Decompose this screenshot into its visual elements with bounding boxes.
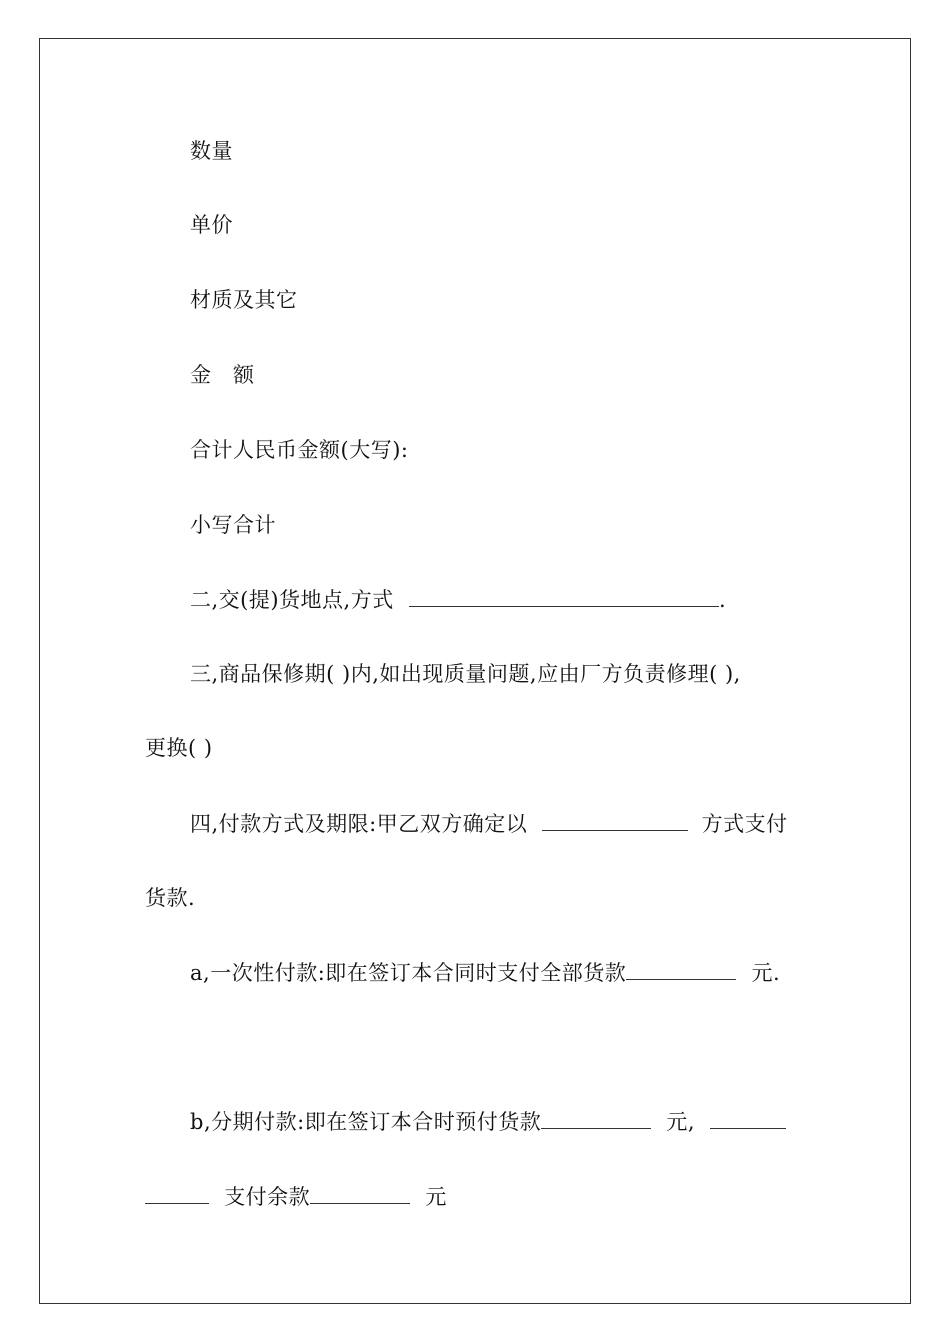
item-b-line-1 [190,1108,786,1136]
item-a-text: a,一次性付款:即在签订本合同时支付全部货款 [190,961,627,985]
clause-2-end: . [718,588,727,612]
item-b-line-2 [145,1183,447,1211]
label-quantity: 数量 [190,139,233,163]
clause-2-text: 二,交(提)货地点,方式 [190,588,394,612]
clause-2 [190,586,726,614]
delivery-blank[interactable] [409,588,719,607]
item-a-end: 元. [751,961,781,985]
item-a [190,959,780,987]
label-material: 材质及其它 [190,288,298,312]
balance-date-blank-cont[interactable] [145,1185,209,1204]
payment-method-blank[interactable] [542,812,688,831]
item-b-mid: 元, [666,1110,696,1134]
clause-4-text: 四,付款方式及期限:甲乙双方确定以 [190,812,528,836]
label-small-total: 小写合计 [190,513,276,537]
clause-4-line-1 [190,810,788,838]
label-unit-price: 单价 [190,213,233,237]
item-b-line-2-end: 元 [425,1185,447,1209]
clause-3-line-1: 三,商品保修期( )内,如出现质量问题,应由厂方负责修理( ), [190,662,741,686]
balance-date-blank[interactable] [710,1110,786,1129]
prepayment-blank[interactable] [541,1110,651,1129]
clause-4-line-2: 货款. [145,886,196,910]
item-b-line-2-text: 支付余款 [224,1185,311,1209]
label-total-rmb: 合计人民币金额(大写): [190,438,409,462]
balance-amount-blank[interactable] [310,1185,410,1204]
clause-3-line-2: 更换( ) [145,736,213,760]
full-payment-blank[interactable] [626,961,736,980]
clause-4-after: 方式支付 [701,812,788,836]
item-b-text: b,分期付款:即在签订本合时预付货款 [190,1110,542,1134]
label-amount: 金 额 [190,363,255,387]
